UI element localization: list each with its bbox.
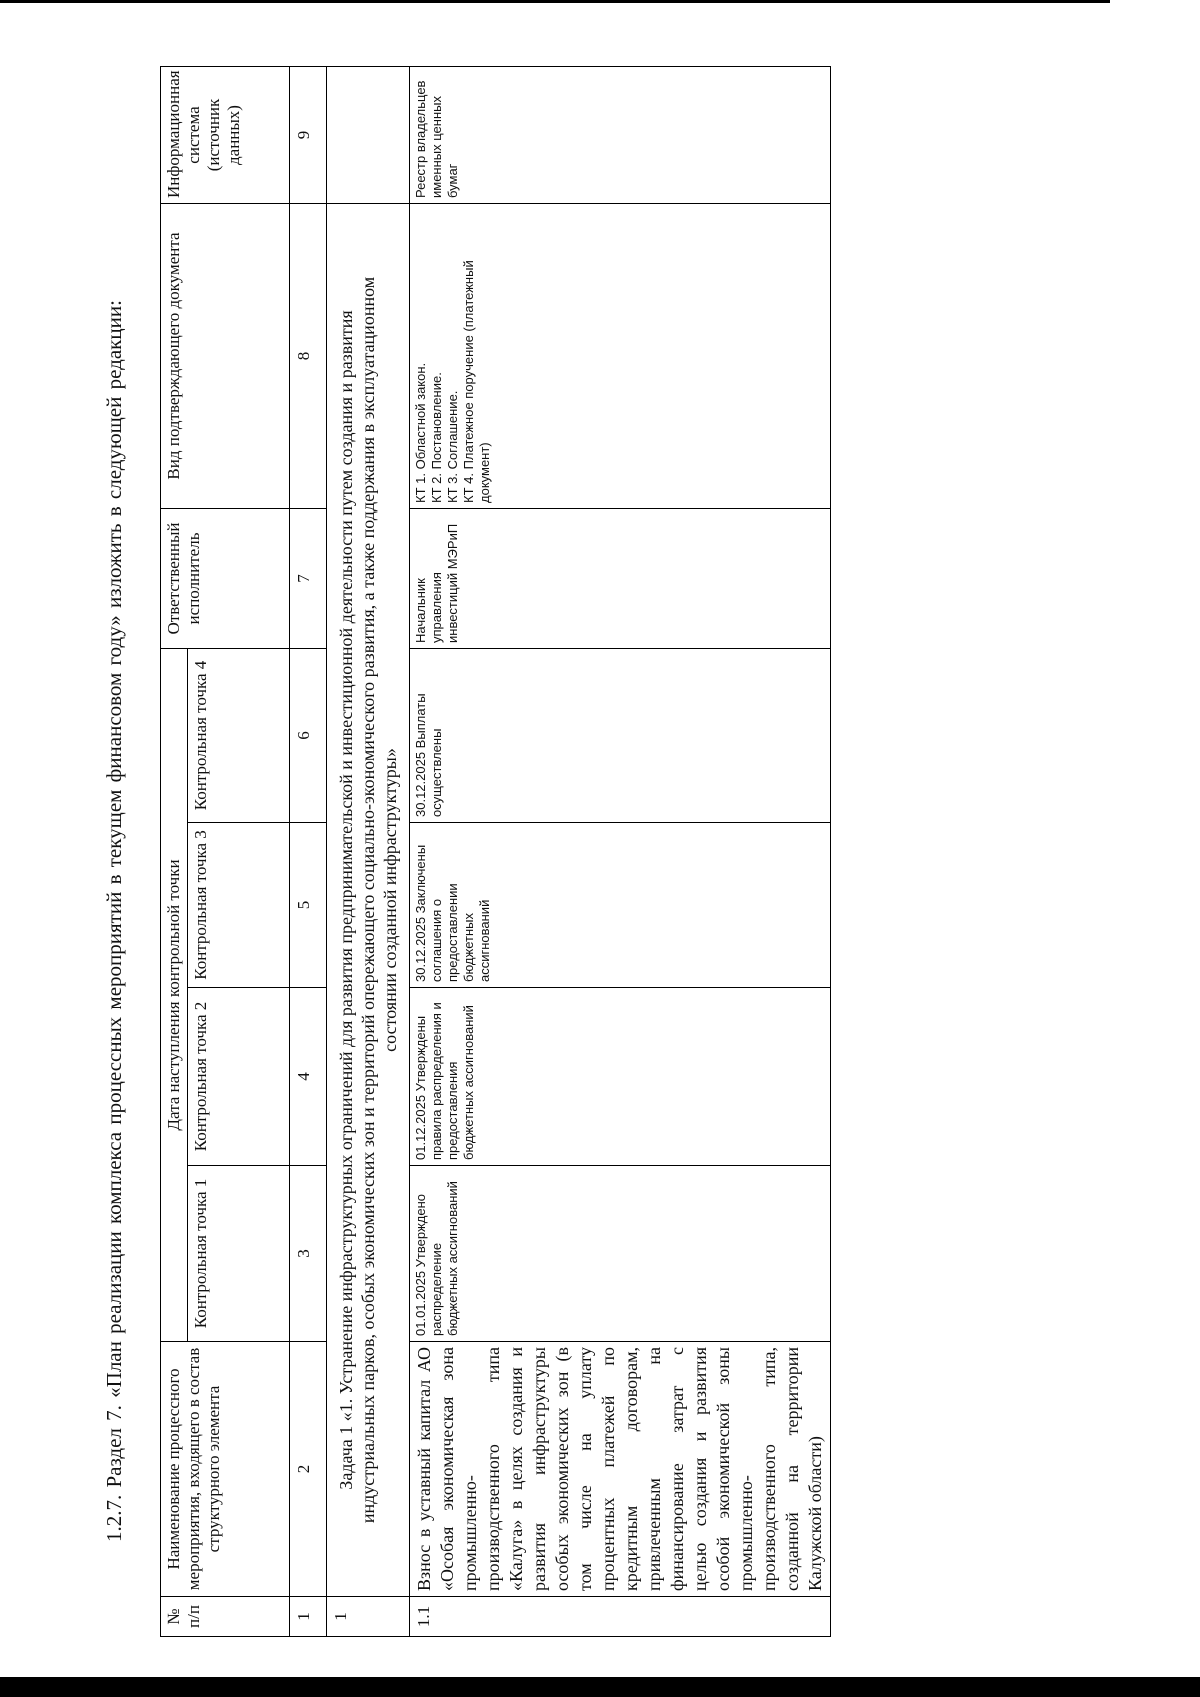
control-point-3-cell: 30.12.2025 Заключены соглашения о предоставлении бюджетных ассигнований xyxy=(410,823,831,988)
activity-row xyxy=(410,67,831,1637)
column-number: 6 xyxy=(290,649,327,823)
responsible-cell: Начальник управления инвестиций МЭРиП xyxy=(410,509,831,649)
task-empty-cell xyxy=(327,67,410,204)
column-number-row xyxy=(290,67,327,1637)
header-control-point-4: Контрольная точка 4 xyxy=(188,649,290,823)
header-document-type: Вид подтверждающего документа xyxy=(161,204,290,509)
document-line: КТ 3. Соглашение. xyxy=(445,390,460,503)
activity-name: Взнос в уставный капитал АО «Особая экономическая зона промышленно-производственного типа «Калуга» в целях создания и развития инфраструктуры особых экономических зон (в том числе на уплату процентных платежей по кредитным договорам, привлеченным на финансирование затрат с целью создания и развития особой экономической зоны промышленно-производственного типа, созданной на территории Калужской области) xyxy=(410,1342,831,1597)
control-point-1-cell: 01.01.2025 Утверждено распределение бюджетных ассигнований xyxy=(410,1166,831,1342)
activity-number: 1.1 xyxy=(410,1597,831,1637)
column-number: 1 xyxy=(290,1597,327,1637)
document-line: КТ 1. Областной закон. xyxy=(413,362,428,503)
document-line: КТ 2. Постановление. xyxy=(429,372,444,503)
scan-edge-top xyxy=(0,1677,1200,1697)
plan-table xyxy=(160,66,831,1637)
document-type-cell xyxy=(410,204,831,509)
header-control-point-1: Контрольная точка 1 xyxy=(188,1166,290,1342)
document-line: КТ 4. Платежное поручение (платежный документ) xyxy=(461,260,492,503)
column-number: 4 xyxy=(290,988,327,1166)
header-number: № п/п xyxy=(161,1597,290,1637)
header-info-system: Информационная система (источник данных) xyxy=(161,67,290,204)
header-date-group: Дата наступления контрольной точки xyxy=(161,649,188,1342)
column-number: 3 xyxy=(290,1166,327,1342)
task-description: Задача 1 «1. Устранение инфраструктурных ограничений для развития предпринимательской и инвестиционной деятельности путем создания и развития индустриальных парков, особых экономических зон и территорий опережающего социально-экономического развития, а также поддержания в эксплуатационном состоянии созданной инфраструктуры» xyxy=(327,204,410,1597)
column-number: 9 xyxy=(290,67,327,204)
header-control-point-3: Контрольная точка 3 xyxy=(188,823,290,988)
column-number: 8 xyxy=(290,204,327,509)
header-row-1 xyxy=(161,67,188,1637)
section-heading: 1.2.7. Раздел 7. «План реализации комплекса процессных мероприятий в текущем финансовом году» изложить в следующей редакции: xyxy=(102,300,126,1542)
task-number: 1 xyxy=(327,1597,410,1637)
column-number: 5 xyxy=(290,823,327,988)
header-activity-name: Наименование процессного мероприятия, входящего в состав структурного элемента xyxy=(161,1342,290,1597)
control-point-4-cell: 30.12.2025 Выплаты осуществлены xyxy=(410,649,831,823)
header-responsible: Ответственный исполнитель xyxy=(161,509,290,649)
column-number: 7 xyxy=(290,509,327,649)
header-control-point-2: Контрольная точка 2 xyxy=(188,988,290,1166)
column-number: 2 xyxy=(290,1342,327,1597)
control-point-2-cell: 01.12.2025 Утверждены правила распределения и предоставления бюджетных ассигнований xyxy=(410,988,831,1166)
scan-edge-right xyxy=(0,0,1110,3)
info-system-cell: Реестр владельцев именных ценных бумаг xyxy=(410,67,831,204)
task-row xyxy=(327,67,410,1637)
